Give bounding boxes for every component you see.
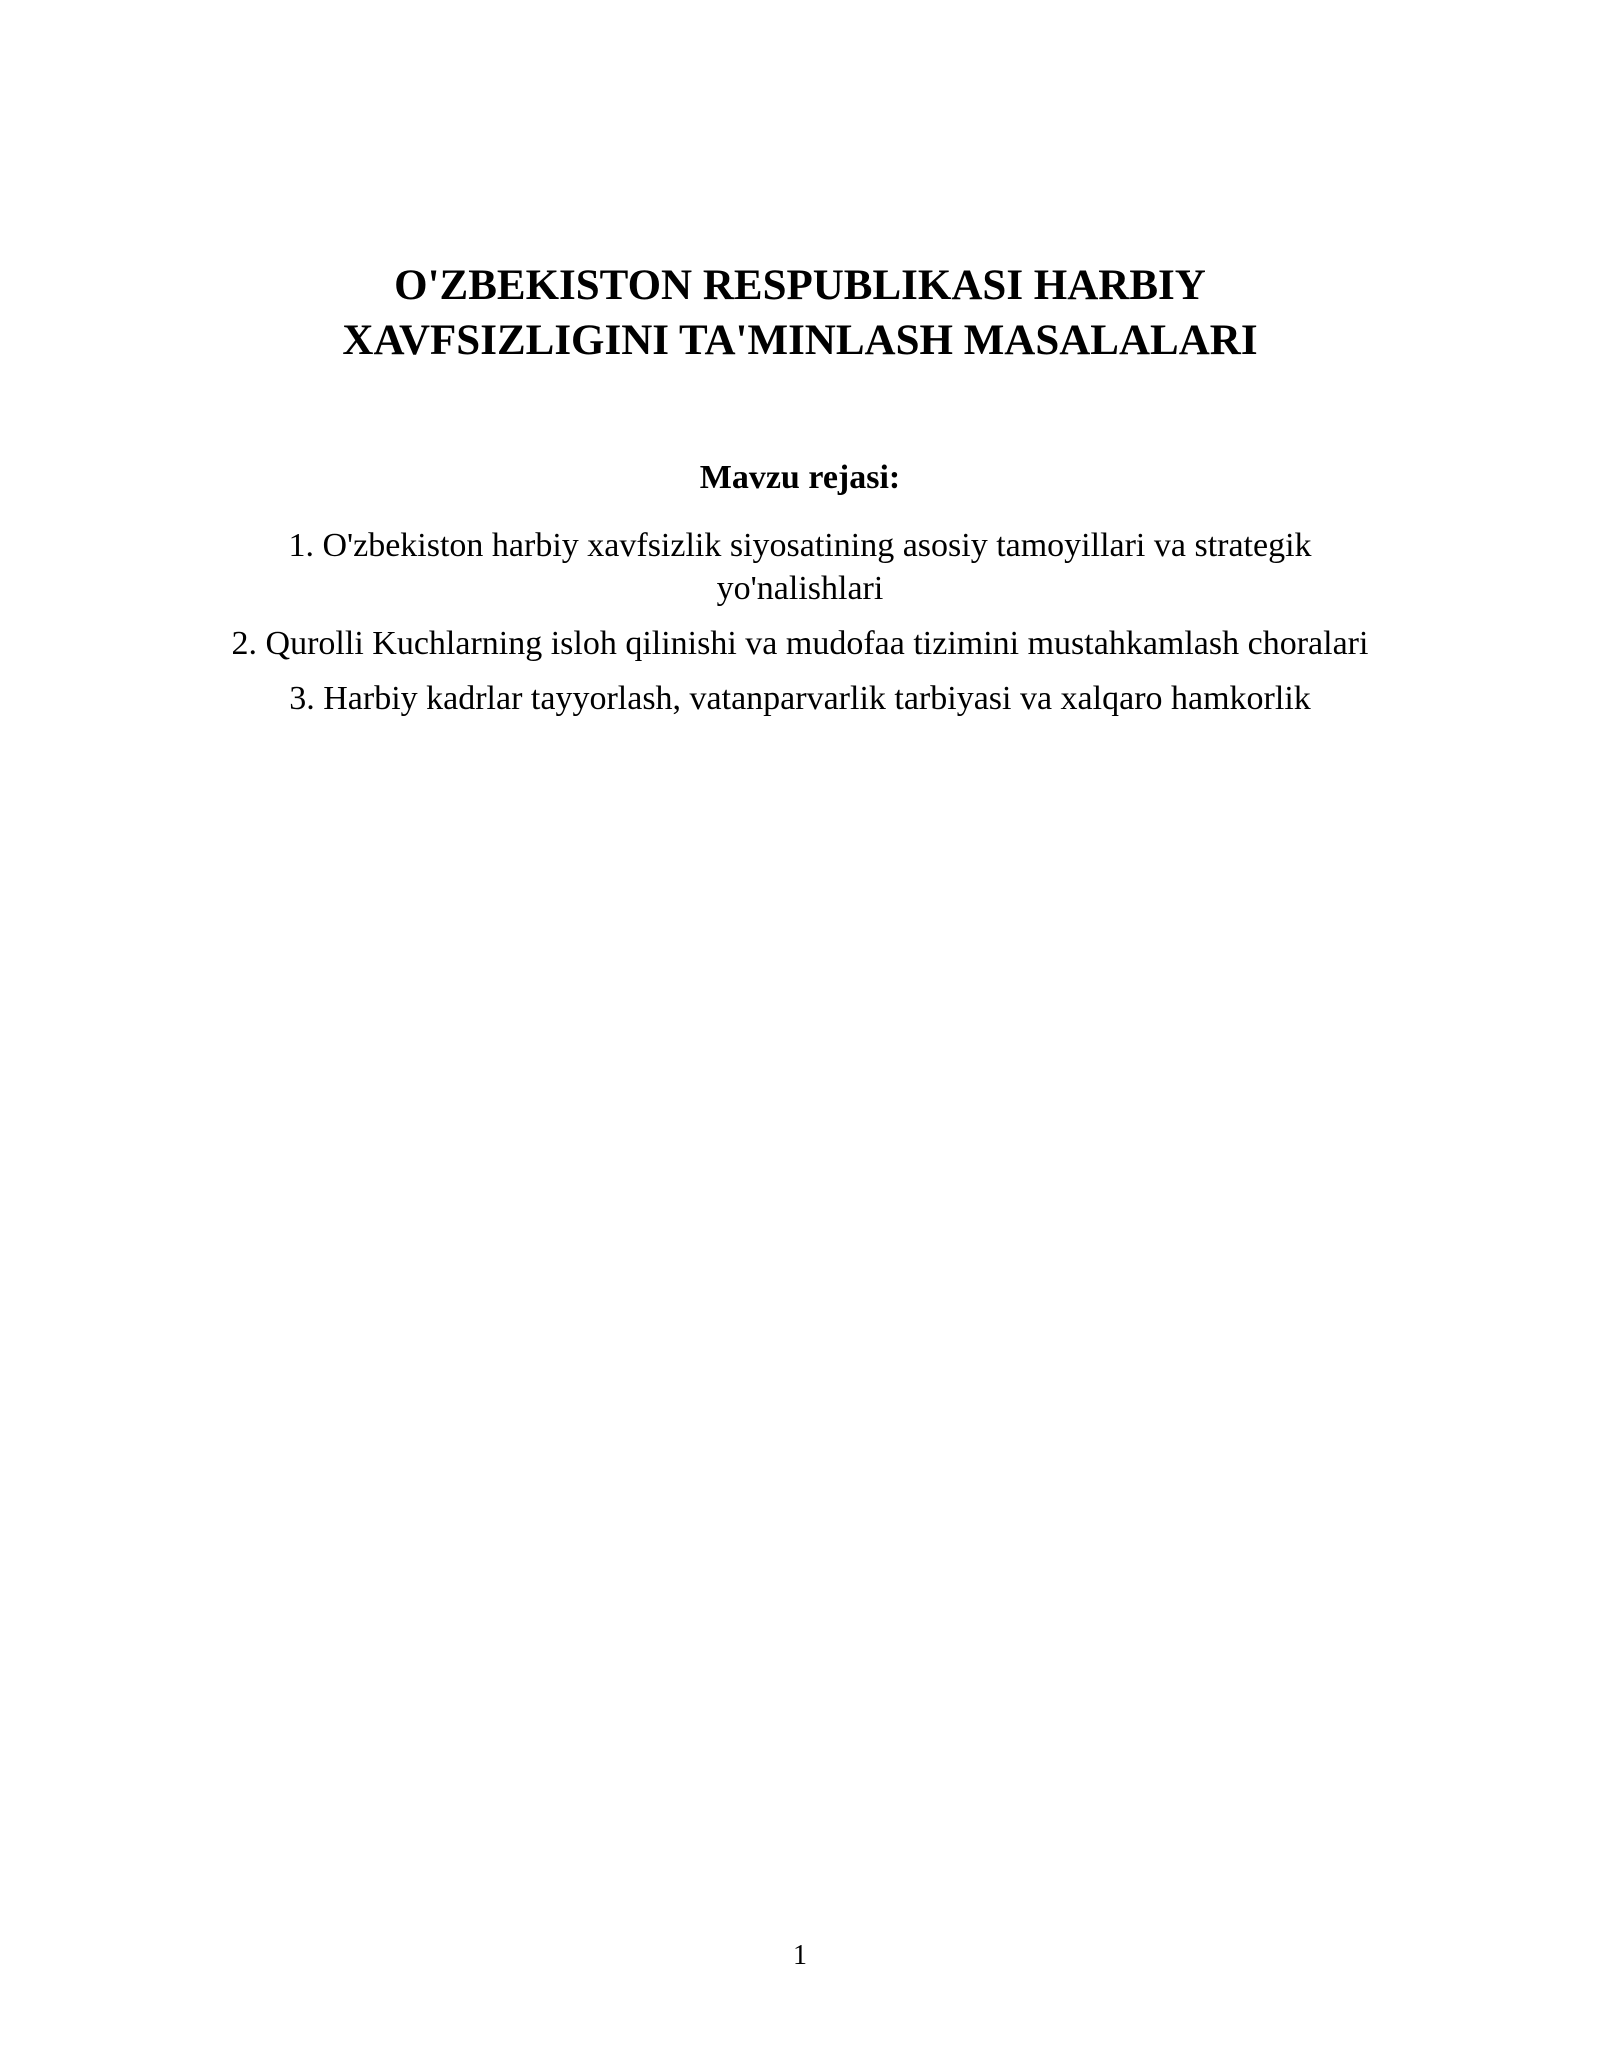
page-number: 1: [793, 1940, 807, 1971]
plan-item-3: 3. Harbiy kadrlar tayyorlash, vatanparvarlik tarbiyasi va xalqaro hamkorlik: [289, 680, 1311, 717]
plan-item-2: 2. Qurolli Kuchlarning isloh qilinishi va mudofaa tizimini mustahkamlash choralari: [231, 625, 1369, 662]
title-line-1: O'ZBEKISTON RESPUBLIKASI HARBIY: [394, 262, 1206, 309]
plan-item-1: 1. O'zbekiston harbiy xavfsizlik siyosatining asosiy tamoyillari va strategik yo'nalishlari: [288, 527, 1312, 607]
plan-list: [230, 524, 1370, 732]
document-title: [200, 258, 1400, 368]
plan-heading: Mavzu rejasi:: [699, 459, 901, 496]
title-line-2: XAVFSIZLIGINI TA'MINLASH MASALALARI: [342, 317, 1258, 364]
